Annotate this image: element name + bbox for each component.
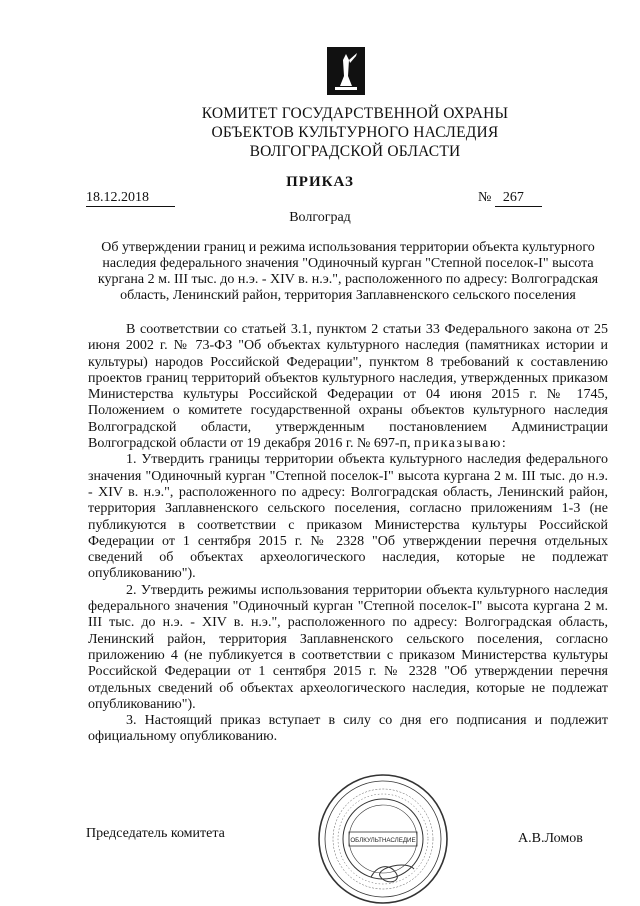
item-3-paragraph: 3. Настоящий приказ вступает в силу со дня его подписания и подлежит официальному опубликованию. [88,713,608,745]
number-value: 267 [495,190,542,207]
preamble-text: В соответствии со статьей 3.1, пунктом 2 статьи 33 Федерального закона от 25 июня 2002 г. № 73-ФЗ "Об объектах культурного наследия (памятниках истории и культуры) народов Российской Федерации", пунктом 8 требований к составлению проектов границ территорий объектов культурного наследия, утвержденных приказом Министерства культуры Российской Федерации от 04 июня 2015 г. № 1745, Положением о комитете государственной охраны объектов культурного наследия Волгоградской области, утвержденным постановлением Администрации Волгоградской области от 19 декабря 2016 г. № 697-п, [88,322,608,452]
date-value: 18.12.2018 [86,190,175,207]
organization-header [120,104,590,161]
preamble-paragraph [88,322,608,452]
document-body [88,322,608,746]
document-subject: Об утверждении границ и режима использования территории объекта культурного наследия федерального значения "Одиночный курган "Степной поселок-I" высота кургана 2 м. III тыс. до н.э. - XIV в. н.э.", расположенного по адресу: Волгоградская область, Ленинский район, территория Заплавненского сельского поселения [97,240,599,303]
order-word: приказываю: [414,436,508,452]
item-2-paragraph: 2. Утвердить режимы использования территории объекта культурного наследия федерального значения "Одиночный курган "Степной поселок-I" высота кургана 2 м. III тыс. до н.э. - XIV в. н.э.", расположенного по адресу: Волгоградская область, Ленинский район, территория Заплавненского сельского поселения, согласно приложению 4 (не публикуется в соответствии с приказом Министерства культуры Российской Федерации от 1 сентября 2015 г. № 2328 "Об утверждении перечня отдельных сведений об объектах археологического наследия, которые не подлежат опубликованию"). [88,582,608,712]
signatory-name: А.В.Ломов [518,831,583,846]
number-label: № [478,190,492,205]
document-city: Волгоград [289,210,351,225]
document-date [86,190,175,207]
stamp-center-text: ОБЛКУЛЬТНАСЛЕДИЕ [350,837,416,844]
document-number [478,190,542,207]
org-line-1: КОМИТЕТ ГОСУДАРСТВЕННОЙ ОХРАНЫ [201,105,509,122]
item-1-paragraph: 1. Утвердить границы территории объекта культурного наследия федерального значения "Одиночный курган "Степной поселок-I" высота кургана 2 м. III тыс. до н.э. - XIV в. н.э.", расположенного по адресу: Волгоградская область, Ленинский район, территория Заплавненского сельского поселения, согласно приложениям 1-3 (не публикуются в соответствии с приказом Министерства культуры Российской Федерации от 1 сентября 2015 г. № 2328 "Об утверждении перечня отдельных сведений об объектах археологического наследия, которые не подлежат опубликованию"). [88,452,608,582]
coat-of-arms-icon [326,46,366,96]
org-line-2: ОБЪЕКТОВ КУЛЬТУРНОГО НАСЛЕДИЯ [211,124,499,141]
org-line-3: ВОЛГОГРАДСКОЙ ОБЛАСТИ [249,143,461,160]
document-type: ПРИКАЗ [286,174,354,190]
signatory-position: Председатель комитета [86,826,225,841]
official-seal-icon [316,772,450,906]
